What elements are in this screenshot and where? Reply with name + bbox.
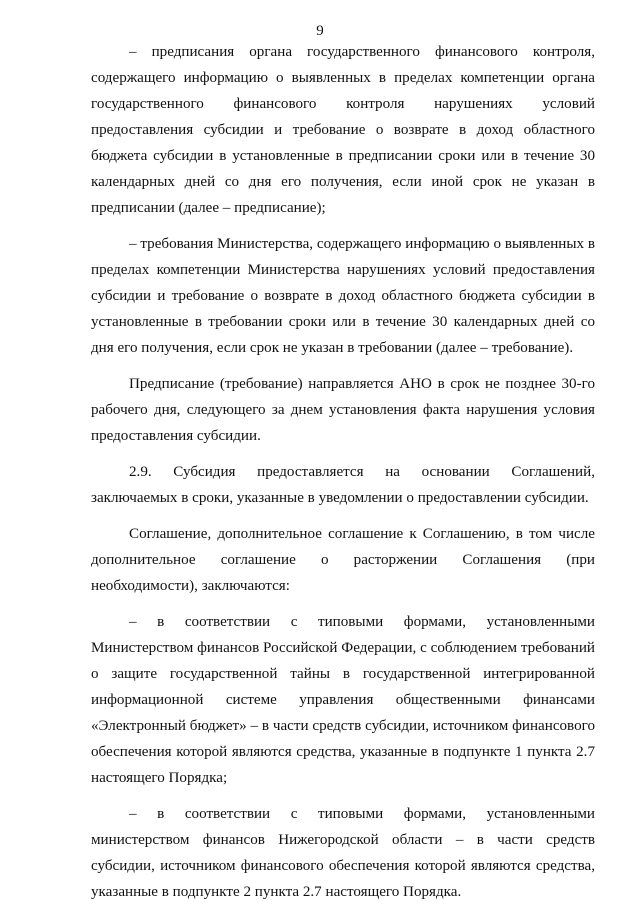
- paragraph-2-9-subsidy-basis: 2.9. Субсидия предоставляется на основании Соглашений, заключаемых в сроки, указанные в уведомлении о предоставлении субсидии.: [91, 464, 595, 506]
- paragraph-agreements-intro: Соглашение, дополнительное соглашение к Соглашению, в том числе дополнительное соглашение о расторжении Соглашения (при необходимости), заключаются:: [91, 526, 595, 594]
- page-number: 9: [316, 23, 324, 39]
- paragraph-federal-forms: – в соответствии с типовыми формами, установленными Министерством финансов Российской Федерации, с соблюдением требований о защите государственной тайны в государственной интегрированной информационной системе управления общественными финансами «Электронный бюджет» – в части средств субсидии, источником финансового обеспечения которой являются средства, указанные в подпункте 1 пункта 2.7 настоящего Порядка;: [91, 614, 595, 786]
- paragraph-demand-deadline: Предписание (требование) направляется АНО в срок не позднее 30-го рабочего дня, следующего за днем установления факта нарушения условия предоставления субсидии.: [91, 376, 595, 444]
- document-body: [91, 39, 595, 905]
- paragraph-ministry-demand: – требования Министерства, содержащего информацию о выявленных в пределах компетенции Министерства нарушениях условий предоставления субсидии и требование о возврате в доход областного бюджета субсидии в установленные в требовании сроки или в течение 30 календарных дней со дня его получения, если срок не указан в требовании (далее – требование).: [91, 236, 595, 356]
- paragraph-regional-forms: – в соответствии с типовыми формами, установленными министерством финансов Нижегородской области – в части средств субсидии, источником финансового обеспечения которой являются средства, указанные в подпункте 2 пункта 2.7 настоящего Порядка.: [91, 806, 595, 900]
- paragraph-prescription: – предписания органа государственного финансового контроля, содержащего информацию о выявленных в пределах компетенции органа государственного финансового контроля нарушениях условий предоставления субсидии и требование о возврате в доход областного бюджета субсидии в установленные в предписании сроки или в течение 30 календарных дней со дня его получения, если иной срок не указан в предписании (далее – предписание);: [91, 44, 595, 216]
